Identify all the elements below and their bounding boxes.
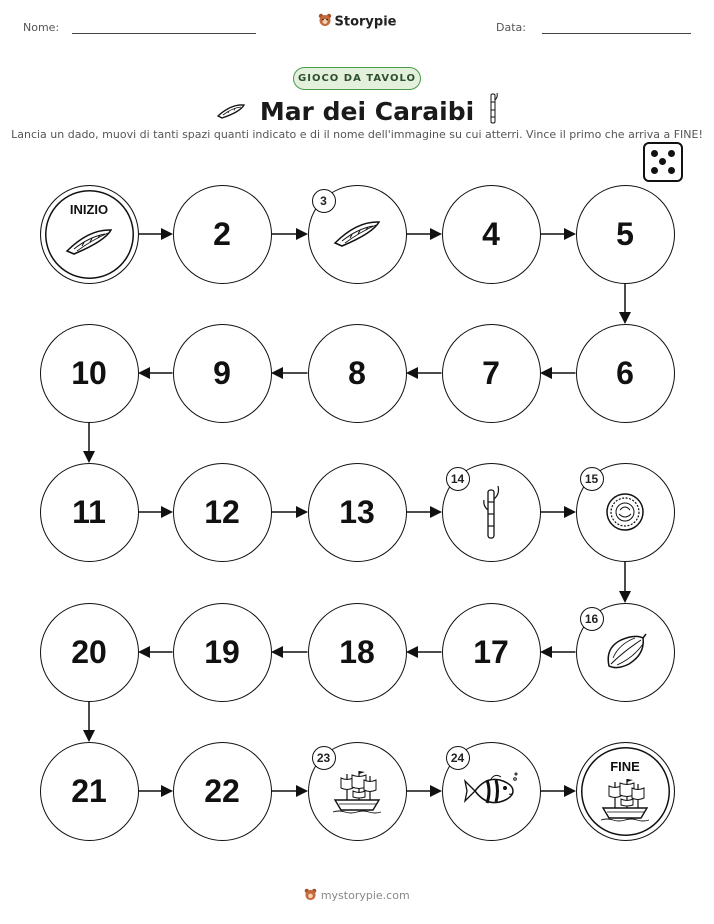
sugarcane-icon — [481, 484, 501, 544]
board-space-9 — [173, 324, 272, 423]
board-space-23 — [308, 742, 407, 841]
board-space-12 — [173, 463, 272, 562]
board-space-22 — [173, 742, 272, 841]
space-number: 22 — [204, 772, 240, 809]
board-space-17 — [442, 603, 541, 702]
board-space-5 — [576, 185, 675, 284]
board-space-7 — [442, 324, 541, 423]
space-number: 2 — [213, 215, 231, 252]
finish-label: FINE — [610, 758, 640, 774]
board-space-2 — [173, 185, 272, 284]
board-space-6 — [576, 324, 675, 423]
canoe-icon — [65, 227, 113, 261]
space-number: 11 — [72, 493, 106, 530]
board-space-20 — [40, 603, 139, 702]
space-number-badge: 24 — [446, 746, 470, 770]
bear-logo-icon — [304, 888, 317, 904]
space-number: 18 — [339, 633, 375, 670]
start-label: INIZIO — [69, 201, 109, 217]
space-number: 21 — [71, 772, 107, 809]
space-number: 9 — [213, 354, 231, 391]
start-space — [40, 185, 139, 284]
board-space-24 — [442, 742, 541, 841]
space-number: 10 — [71, 354, 107, 391]
board-space-3 — [308, 185, 407, 284]
board-space-4 — [442, 185, 541, 284]
brand-name: Storypie — [334, 14, 397, 30]
space-number-badge: 3 — [312, 189, 336, 213]
board-space-14 — [442, 463, 541, 562]
board-space-8 — [308, 324, 407, 423]
instructions: Lancia un dado, muovi di tanti spazi quanti indicato e di il nome dell'immagine su cui atterri. Vince il primo che arriva a FINE! — [11, 128, 703, 141]
space-number: 8 — [348, 354, 366, 391]
space-number-badge: 15 — [580, 467, 604, 491]
name-label: Nome: — [23, 21, 60, 34]
board-space-18 — [308, 603, 407, 702]
category-badge: GIOCO DA TAVOLO — [293, 67, 421, 90]
galleon-ship-icon — [599, 776, 651, 826]
galleon-ship-icon — [331, 768, 383, 818]
board-space-10 — [40, 324, 139, 423]
space-number: 13 — [339, 493, 375, 530]
cocoa-pod-icon — [603, 632, 647, 676]
space-number: 17 — [473, 633, 509, 670]
coin-icon — [603, 490, 647, 538]
board-space-16 — [576, 603, 675, 702]
space-number-badge: 14 — [446, 467, 470, 491]
space-number: 5 — [616, 215, 634, 252]
board-space-13 — [308, 463, 407, 562]
space-number-badge: 16 — [580, 607, 604, 631]
space-number: 7 — [482, 354, 500, 391]
space-number: 6 — [616, 354, 634, 391]
board-space-11 — [40, 463, 139, 562]
space-number: 4 — [482, 215, 500, 252]
space-number: 20 — [71, 633, 107, 670]
space-number-badge: 23 — [312, 746, 336, 770]
date-label: Data: — [496, 21, 526, 34]
board-space-21 — [40, 742, 139, 841]
board-space-15 — [576, 463, 675, 562]
canoe-icon — [333, 219, 381, 253]
page-title: Mar dei Caraibi — [259, 96, 475, 126]
board-space-19 — [173, 603, 272, 702]
finish-space — [576, 742, 675, 841]
footer-url: mystorypie.com — [320, 889, 410, 902]
space-number: 12 — [204, 493, 240, 530]
fish-icon — [463, 771, 519, 815]
space-number: 19 — [204, 633, 240, 670]
footer — [0, 888, 714, 904]
